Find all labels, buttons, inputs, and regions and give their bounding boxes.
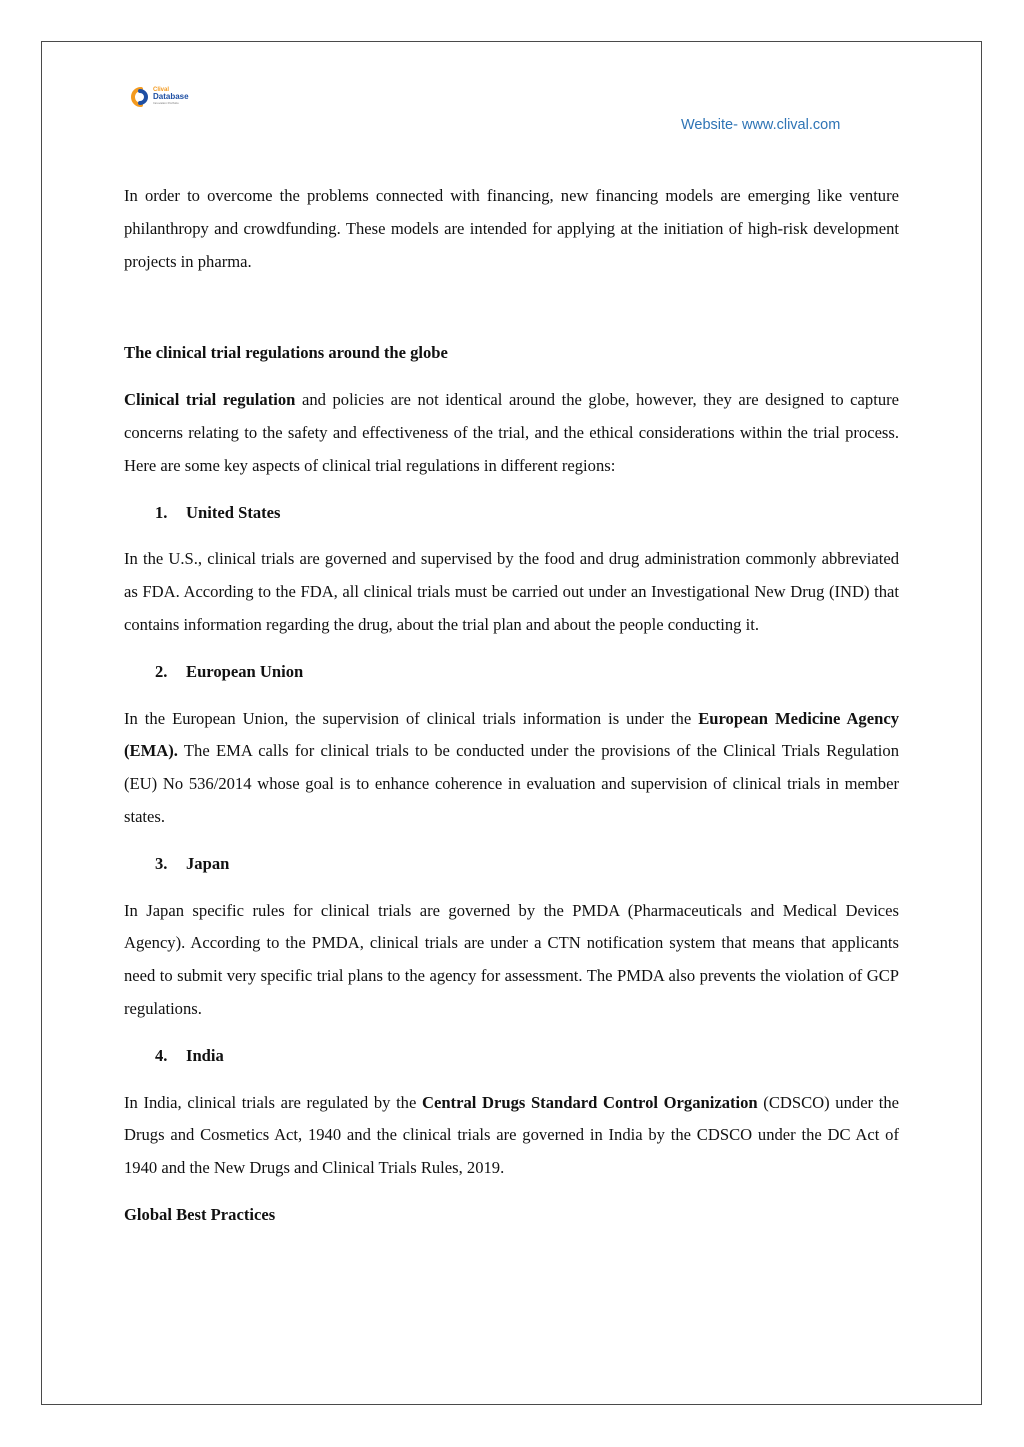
logo-line2: Database <box>153 92 189 101</box>
logo-line1: Clival <box>153 87 170 93</box>
region-text-india <box>124 1087 899 1185</box>
region-text-part: In India, clinical trials are regulated by the <box>124 1092 422 1112</box>
region-text-bold: Central Drugs Standard Control Organization <box>421 1092 758 1112</box>
region-text-japan: In Japan specific rules for clinical trials are governed by the PMDA (Pharmaceuticals and Medical Devices Agency). According to the PMDA, clinical trials are under a CTN notification system that means that applicants need to submit very specific trial plans to the agency for assessment. The PMDA also prevents the violation of GCP regulations. <box>124 900 899 1018</box>
region-title: India <box>186 1045 224 1065</box>
region-text-part: The EMA calls for clinical trials to be conducted under the provisions of the Clinical Trials Regulation (EU) No 536/2014 whose goal is to enhance coherence in evaluation and supervision of clinical trials in member states. <box>124 741 899 826</box>
document-body <box>124 180 899 1232</box>
closing-heading: Global Best Practices <box>124 1204 276 1224</box>
website-link[interactable]: Website- www.clival.com <box>681 117 841 133</box>
region-number: 3. <box>155 853 168 873</box>
region-title: United States <box>186 502 281 522</box>
region-text-united-states: In the U.S., clinical trials are governed and supervised by the food and drug administration commonly abbreviated as FDA. According to the FDA, all clinical trials must be carried out under an Investigational New Drug (IND) that contains information regarding the drug, about the trial plan and about the people conducting it. <box>124 549 899 634</box>
logo-wordmark <box>153 87 189 105</box>
clival-logo <box>130 86 200 108</box>
region-text-bold: European Medicine Agency (EMA). <box>124 708 899 761</box>
section-intro-bold: Clinical trial regulation <box>124 390 296 410</box>
intro-paragraph: In order to overcome the problems connected with financing, new financing models are emerging like venture philanthropy and crowdfunding. These models are intended for applying at the initiation of high-risk development projects in pharma. <box>124 186 899 271</box>
region-number: 4. <box>155 1045 168 1065</box>
region-heading-japan <box>124 848 899 881</box>
section-heading: The clinical trial regulations around the globe <box>124 343 448 363</box>
region-text-part: In the European Union, the supervision of clinical trials information is under the <box>124 708 699 728</box>
region-heading-european-union <box>124 656 899 689</box>
logo-mark-icon <box>130 86 154 108</box>
region-heading-united-states <box>124 497 899 530</box>
section-intro-text: and policies are not identical around the globe, however, they are designed to capture concerns relating to the safety and effectiveness of the trial, and the ethical considerations within the trial process. Here are some key aspects of clinical trial regulations in different regions: <box>124 390 900 475</box>
region-title: European Union <box>186 661 304 681</box>
region-number: 2. <box>155 661 168 681</box>
region-number: 1. <box>155 502 168 522</box>
logo-tagline: Innovation Portfolio <box>153 101 179 105</box>
region-heading-india <box>124 1040 899 1073</box>
region-title: Japan <box>186 853 230 873</box>
section-intro-paragraph <box>124 384 899 482</box>
region-text-european-union <box>124 703 899 834</box>
region-text-part: (CDSCO) under the Drugs and Cosmetics Act, 1940 and the clinical trials are governed in India by the CDSCO under the DC Act of 1940 and the New Drugs and Clinical Trials Rules, 2019. <box>124 1092 899 1178</box>
